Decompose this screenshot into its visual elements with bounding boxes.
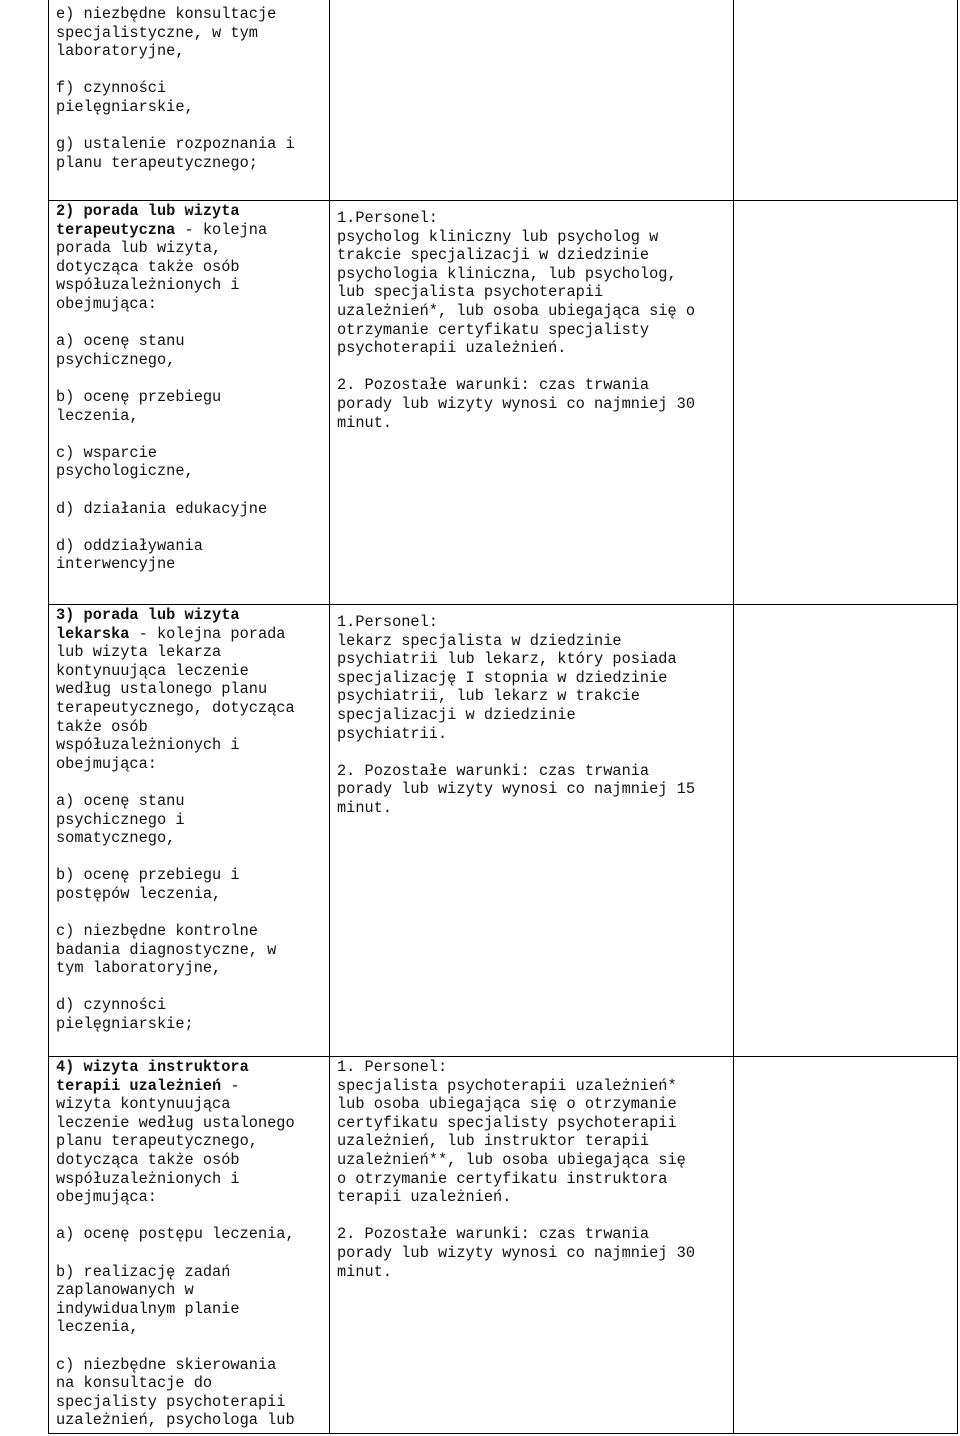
row-divider xyxy=(48,1056,958,1057)
row-2-scope-cell xyxy=(56,202,326,574)
paragraph: g) ustalenie rozpoznania i planu terapeutycznego; xyxy=(56,135,295,172)
column-divider xyxy=(48,0,49,1434)
paragraph: b) ocenę przebiegu i postępów leczenia, xyxy=(56,866,240,903)
paragraph: 4) wizyta instruktora terapii uzależnień - wizyta kontynuująca leczenie według ustalonego planu terapeutycznego, dotycząca także osób współuzależnionych i obejmująca: xyxy=(56,1058,295,1207)
column-divider xyxy=(733,0,734,1434)
row-4-scope-cell xyxy=(56,1058,326,1430)
column-divider xyxy=(329,0,330,1434)
paragraph: d) działania edukacyjne xyxy=(56,499,268,518)
row-divider xyxy=(48,200,958,201)
paragraph: c) niezbędne skierowania na konsultacje do specjalisty psychoterapii uzależnień, psychologa lub xyxy=(56,1355,295,1430)
paragraph: a) ocenę stanu psychicznego i somatycznego, xyxy=(56,791,185,848)
row-4-requirements-cell xyxy=(337,1058,732,1281)
paragraph: 3) porada lub wizyta lekarska - kolejna porada lub wizyta lekarza kontynuująca leczenie według ustalonego planu terapeutycznego, dotycząca także osób współuzależnionych i obejmująca: xyxy=(56,606,295,773)
paragraph: 2. Pozostałe warunki: czas trwania porady lub wizyty wynosi co najmniej 30 minut. xyxy=(337,376,696,432)
paragraph: a) ocenę postępu leczenia, xyxy=(56,1225,295,1244)
service-title: 2) porada lub wizyta xyxy=(56,202,240,220)
paragraph: 2) porada lub wizyta terapeutyczna - kolejna porada lub wizyta, dotycząca także osób współuzależnionych i obejmująca: xyxy=(56,202,268,313)
paragraph: d) oddziaływania interwencyjne xyxy=(56,536,203,574)
row-divider xyxy=(48,604,958,605)
paragraph: 1. Personel: specjalista psychoterapii uzależnień* lub osoba ubiegająca się o otrzymanie certyfikatu specjalisty psychoterapii uzależnień, lub instruktor terapii uzależnień**, lub osoba ubiegająca się o otrzymanie certyfikatu instruktora terapii uzależnień. xyxy=(337,1058,686,1207)
service-title: 3) porada lub wizyta xyxy=(56,606,240,624)
paragraph: d) czynności pielęgniarskie; xyxy=(56,996,194,1034)
paragraph: 2. Pozostałe warunki: czas trwania porady lub wizyty wynosi co najmniej 30 minut. xyxy=(337,1225,696,1281)
service-title: 4) wizyta instruktora xyxy=(56,1058,249,1076)
paragraph: c) niezbędne kontrolne badania diagnostyczne, w tym laboratoryjne, xyxy=(56,922,277,978)
row-3-scope-cell xyxy=(56,606,326,1034)
paragraph: f) czynności pielęgniarskie, xyxy=(56,79,194,116)
paragraph: b) realizację zadań zaplanowanych w indywidualnym planie leczenia, xyxy=(56,1262,240,1337)
table-bottom-border xyxy=(48,1433,958,1434)
service-name: terapeutyczna xyxy=(56,220,176,239)
service-name: terapii uzależnień xyxy=(56,1076,222,1095)
row-2-requirements-cell xyxy=(337,209,732,432)
column-divider xyxy=(957,0,958,1434)
paragraph: 2. Pozostałe warunki: czas trwania porady lub wizyty wynosi co najmniej 15 minut. xyxy=(337,761,696,817)
paragraph: c) wsparcie psychologiczne, xyxy=(56,443,194,481)
paragraph: 1.Personel: psycholog kliniczny lub psycholog w trakcie specjalizacji w dziedzinie psychologia kliniczna, lub psycholog, lub specjalista psychoterapii uzależnień*, lub osoba ubiegająca się o otrzymanie certyfikatu specjalisty psychoterapii uzależnień. xyxy=(337,209,696,358)
row-1-scope-cell xyxy=(56,5,326,172)
paragraph: 1.Personel: lekarz specjalista w dziedzinie psychiatrii lub lekarz, który posiada specjalizację I stopnia w dziedzinie psychiatrii, lub lekarz w trakcie specjalizacji w dziedzinie psychiatrii. xyxy=(337,613,677,743)
paragraph: b) ocenę przebiegu leczenia, xyxy=(56,387,222,425)
paragraph: a) ocenę stanu psychicznego, xyxy=(56,332,185,369)
service-name: lekarska xyxy=(56,624,130,643)
paragraph: e) niezbędne konsultacje specjalistyczne, w tym laboratoryjne, xyxy=(56,5,277,61)
row-3-requirements-cell xyxy=(337,613,732,818)
